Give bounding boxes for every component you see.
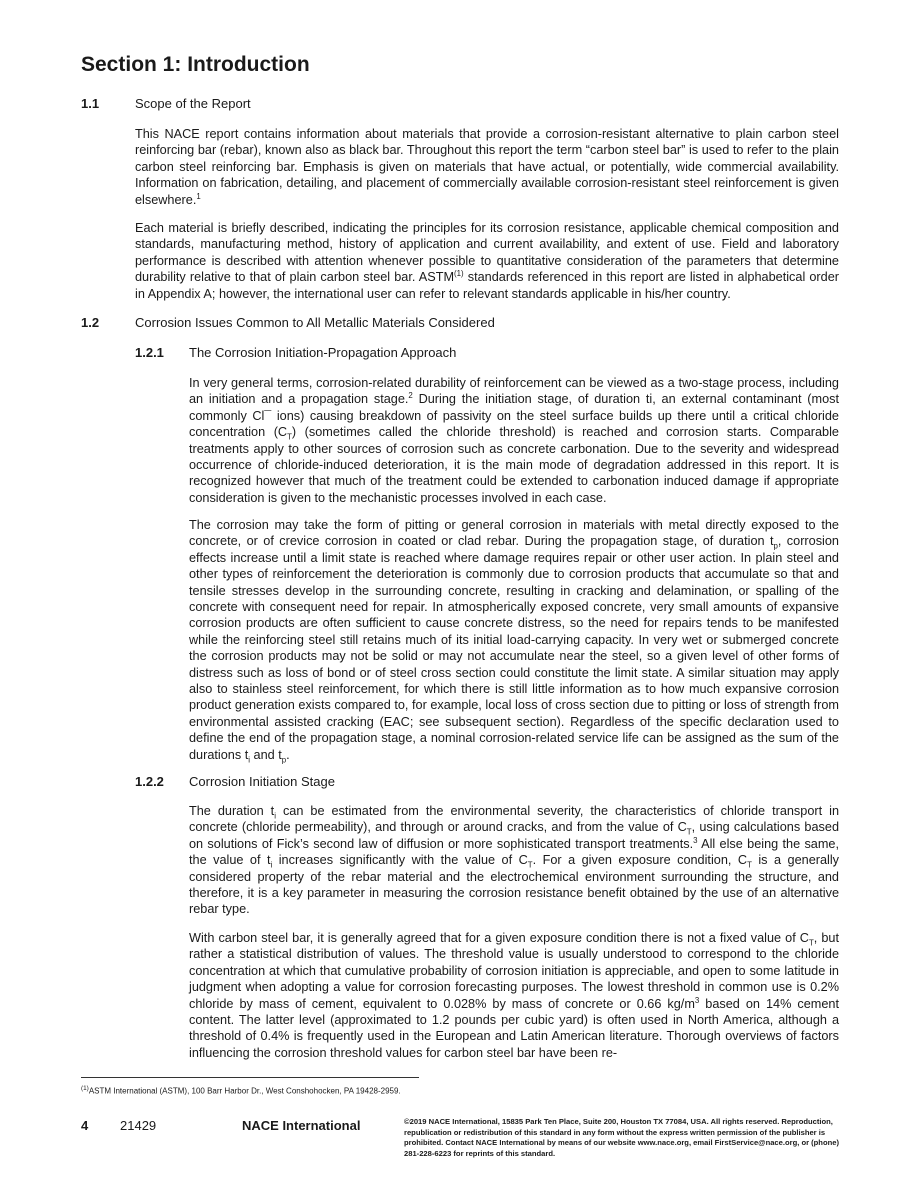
copyright-notice: ©2019 NACE International, 15835 Park Ten Place, Suite 200, Houston TX 77084, USA. All rights reserved. Reproduction, republication or redistribution of this standard in any form without the express written permission of the publisher is prohibited. Contact NACE International by means of our website www.nace.org, email FirstService@nace.org, or (phone) 281-228-6223 for reprints of this standard. (404, 1117, 839, 1158)
section-number-1-2-2: 1.2.2 (135, 774, 164, 789)
paragraph-initiation-propagation-2: The corrosion may take the form of pitting or general corrosion in materials with metal directly exposed to the concrete, or of crevice corrosion in coated or clad rebar. During the propagation stage, of duration $t_p$, corrosion effects increase until a limit state is reached where damage requires repair or other user action. In plain steel and other types of reinforcement the deterioration is commonly due to corrosion products that accumulate so that and tensile stresses develop in the surrounding concrete, resulting in cracking and delamination, or spalling of the concrete with consequent need for repair. In atmospherically exposed concrete, very small amounts of expansive corrosion products are often sufficient to cause concrete distress, so the need for repairs tends to be manifested while the reinforcing steel still retains much of its initial load-carrying capacity. In very wet or submerged concrete the corrosion products may not be solid or may not accumulate near the steel, so a given level of other forms of distress such as loss of bond or of steel cross section could constitute the limit state. A similar situation may apply also to stainless steel reinforcement, for which there is still little information as to how much expansive corrosion product generation exists compared to, for example, local loss of cross section due to pitting or loss of strength from environmental assisted cracking (EAC; see subsequent section). Regardless of the specific declaration used to define the end of the propagation stage, a nominal corrosion-related service life can be assigned as the sum of the durations $t_i$ and $t_p$. (189, 518, 839, 765)
section-heading-1-1: Scope of the Report (135, 96, 251, 111)
section-title: Section 1: Introduction (81, 53, 310, 76)
section-number-1-2-1: 1.2.1 (135, 345, 164, 360)
section-heading-1-2-1: The Corrosion Initiation-Propagation Approach (189, 345, 457, 360)
document-number: 21429 (120, 1118, 157, 1133)
paragraph-initiation-propagation-1: In very general terms, corrosion-related durability of reinforcement can be viewed as a two-stage process, including an initiation and a propagation stage.$^2$ During the initiation stage, of duration ti, an external contaminant (most commonly Cl¯ ions) causing breakdown of passivity on the steel surface builds up there until a critical chloride concentration $(C_T)$ (sometimes called the chloride threshold) is reached and corrosion starts. Comparable treatments apply to other sources of corrosion such as concrete carbonation. Due to the severity and widespread occurrence of chloride-induced deterioration, it is the main mode of degradation addressed in this report. It is recognized however that much of the treatment could be extended to carbonation induced damage if appropriate consideration is given to the mechanistic processes involved in each case. (189, 376, 839, 505)
footnote-divider (81, 1077, 419, 1078)
paragraph-scope-1: This NACE report contains information about materials that provide a corrosion-resistant alternative to plain carbon steel reinforcing bar (rebar), known also as black bar. Throughout this report the term “carbon steel bar” is used to refer to the plain carbon steel reinforcing bar. Emphasis is given on materials that have actual, or potentially, wide commercial availability. Information on fabrication, detailing, and placement of commercially available corrosion-resistant steel reinforcement is given elsewhere.$^1$ (135, 127, 839, 207)
page-number: 4 (81, 1118, 89, 1133)
section-number-1-1: 1.1 (81, 96, 100, 111)
footnote: $^{(1)}$ASTM International (ASTM), 100 Barr Harbor Dr., West Conshohocken, PA 19428-2959. (81, 1085, 401, 1096)
section-heading-1-2-2: Corrosion Initiation Stage (189, 774, 335, 789)
publisher-name: NACE International (242, 1118, 361, 1133)
paragraph-initiation-stage-2: With carbon steel bar, it is generally agreed that for a given exposure condition there is not a fixed value of $C_T$, but rather a statistical distribution of values. The threshold value is usually understood to correspond to the chloride concentration at which that cumulative probability of corrosion initiation is appreciable, and open to some latitude in judgment when adopting a value for corrosion forecasting purposes. The lowest threshold in common use is 0.2% chloride by mass of cement, equivalent to 0.028% by mass of concrete or 0.66 $kg/m^3$ based on 14% cement content. The latter level (approximated to 1.2 pounds per cubic yard) is often used in North America, although a threshold of 0.4% is frequently used in the European and Latin American literature. Thorough overviews of factors influencing the corrosion threshold values for carbon steel bar have been re- (189, 931, 840, 1060)
section-heading-1-2: Corrosion Issues Common to All Metallic Materials Considered (135, 315, 495, 330)
paragraph-scope-2: Each material is briefly described, indicating the principles for its corrosion resistance, applicable chemical composition and standards, manufacturing method, history of application and current availability, and extent of use. Field and laboratory performance is described with attention whenever possible to quantitative consideration of the parameters that determine durability relative to that of plain carbon steel bar. ASTM$^{(1)}$ standards referenced in this report are listed in alphabetical order in Appendix A; however, the international user can refer to relevant standards applicable in his/her country. (135, 221, 839, 301)
footnote-mark: (1) (454, 268, 464, 278)
section-number-1-2: 1.2 (81, 315, 100, 330)
paragraph-initiation-stage-1: The duration $t_i$ can be estimated from the environmental severity, the characteristics of chloride transport in concrete (chloride permeability), and through or around cracks, and from the value of $C_T$, using calculations based on solutions of Fick’s second law of diffusion or more sophisticated transport treatments.$^3$ All else being the same, the value of $t_i$ increases significantly with the value of $C_T$. For a given exposure condition, $C_T$ is a generally considered property of the rebar material and the electrochemical environment surrounding the structure, and therefore, it is a key parameter in measuring the corrosion resistance benefit obtained by the use of an alternative rebar type. (189, 804, 840, 917)
reference-mark: 1 (196, 191, 201, 201)
